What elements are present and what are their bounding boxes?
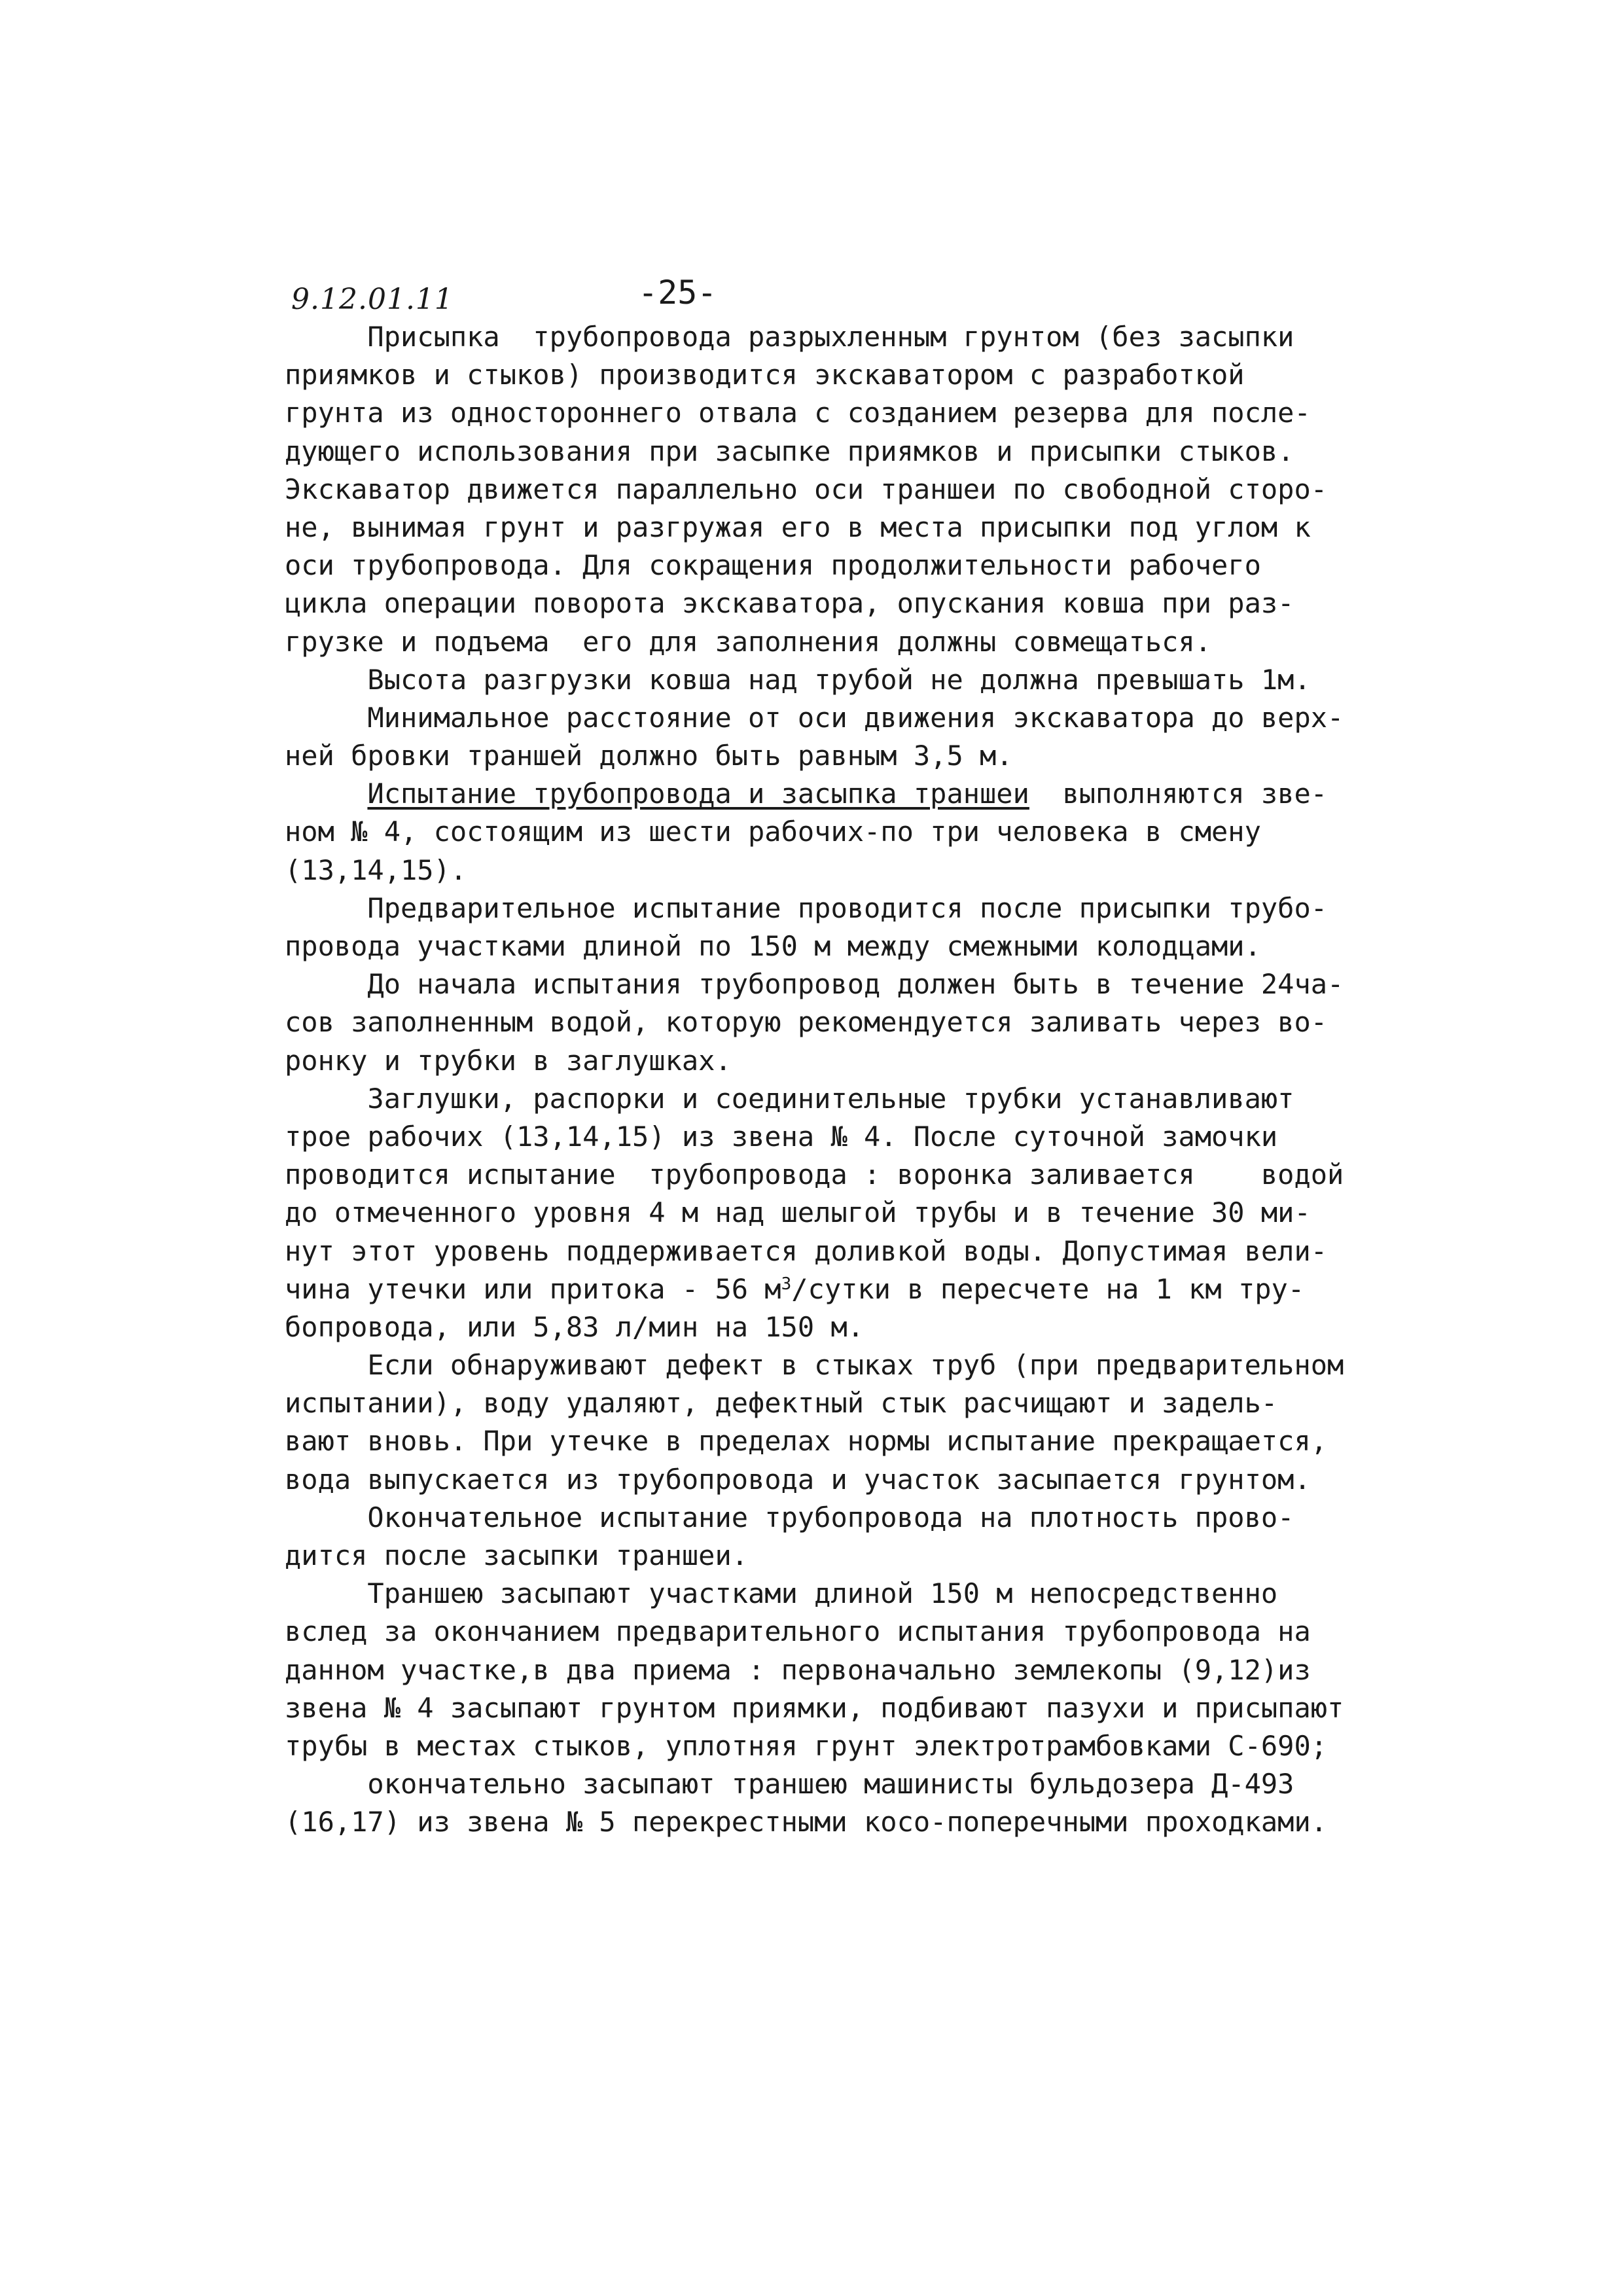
text-line: трубы в местах стыков, уплотняя грунт электротрамбовками С-690;: [285, 1729, 1328, 1762]
text-line: ном № 4, состоящим из шести рабочих-по три человека в смену: [285, 816, 1261, 848]
text-line: дующего использования при засыпке приямков и присыпки стыков.: [285, 435, 1294, 467]
text-line: грунта из одностороннего отвала с созданием резерва для после-: [285, 397, 1311, 429]
text-line: оси трубопровода. Для сокращения продолжительности рабочего: [285, 549, 1261, 582]
text-line: до отмеченного уровня 4 м над шелыгой трубы и в течение 30 ми-: [285, 1196, 1311, 1229]
line-rest: выполняются зве-: [1029, 778, 1328, 810]
text-line: Окончательное испытание трубопровода на плотность прово-: [285, 1501, 1294, 1534]
text-line: ронку и трубки в заглушках.: [285, 1044, 732, 1077]
text-line: (13,14,15).: [285, 853, 467, 886]
text-line: [285, 775, 1332, 813]
text-line: не, вынимая грунт и разгружая его в места присыпки под углом к: [285, 511, 1311, 543]
text-line: Траншею засыпают участками длиной 150 м непосредственно: [285, 1577, 1278, 1610]
text-line: Предварительное испытание проводится после присыпки трубо-: [285, 891, 1328, 924]
section-heading-underlined: Испытание трубопровода и засыпка траншеи: [367, 778, 1029, 810]
body-text: [285, 318, 1344, 1842]
text-line: [285, 1270, 1332, 1308]
text-line: нут этот уровень поддерживается доливкой воды. Допустимая вели-: [285, 1234, 1328, 1267]
text-line: испытании), воду удаляют, дефектный стык расчищают и задель-: [285, 1387, 1278, 1420]
text-line: приямков и стыков) производится экскаватором с разработкой: [285, 359, 1245, 391]
text-line: цикла операции поворота экскаватора, опускания ковша при раз-: [285, 587, 1294, 620]
text-line: дится после засыпки траншеи.: [285, 1539, 749, 1571]
text-line: Присыпка трубопровода разрыхленным грунтом (без засыпки: [285, 321, 1294, 353]
text-line: вода выпускается из трубопровода и участок засыпается грунтом.: [285, 1463, 1311, 1496]
text-line: Если обнаруживают дефект в стыках труб (при предварительном: [285, 1349, 1344, 1382]
text-line: Экскаватор движется параллельно оси траншеи по свободной сторо-: [285, 473, 1328, 505]
text-line: грузке и подъема его для заполнения должны совмещаться.: [285, 625, 1212, 658]
text-line: сов заполненным водой, которую рекомендуется заливать через во-: [285, 1006, 1328, 1039]
text-line: вают вновь. При утечке в пределах нормы испытание прекращается,: [285, 1425, 1328, 1458]
text-line: вслед за окончанием предварительного испытания трубопровода на: [285, 1615, 1311, 1648]
text-line: ней бровки траншей должно быть равным 3,5 м.: [285, 740, 1013, 772]
text-line: трое рабочих (13,14,15) из звена № 4. После суточной замочки: [285, 1120, 1278, 1153]
text-line: Минимальное расстояние от оси движения экскаватора до верх-: [285, 701, 1344, 734]
text-line: провода участками длиной по 150 м между смежными колодцами.: [285, 930, 1261, 962]
page-number: -25-: [638, 274, 717, 312]
text-line: окончательно засыпают траншею машинисты бульдозера Д-493: [285, 1768, 1294, 1801]
text-line: Высота разгрузки ковша над трубой не должна превышать 1м.: [285, 663, 1311, 696]
line-pre: чина утечки или притока - 56 м: [285, 1272, 781, 1305]
indent: [285, 778, 367, 810]
text-line: Заглушки, распорки и соединительные трубки устанавливают: [285, 1082, 1294, 1115]
text-line: бопровода, или 5,83 л/мин на 150 м.: [285, 1310, 865, 1343]
text-line: данном участке,в два приема : первоначально землекопы (9,12)из: [285, 1653, 1311, 1686]
superscript: 3: [781, 1274, 792, 1294]
text-line: До начала испытания трубопровод должен быть в течение 24ча-: [285, 968, 1344, 1001]
line-post: /сутки в пересчете на 1 км тру-: [791, 1272, 1305, 1305]
document-code: 9.12.01.11: [291, 283, 454, 316]
text-line: звена № 4 засыпают грунтом приямки, подбивают пазухи и присыпают: [285, 1691, 1344, 1724]
text-line: (16,17) из звена № 5 перекрестными косо-поперечными проходками.: [285, 1806, 1328, 1839]
text-line: проводится испытание трубопровода : воронка заливается водой: [285, 1158, 1344, 1191]
